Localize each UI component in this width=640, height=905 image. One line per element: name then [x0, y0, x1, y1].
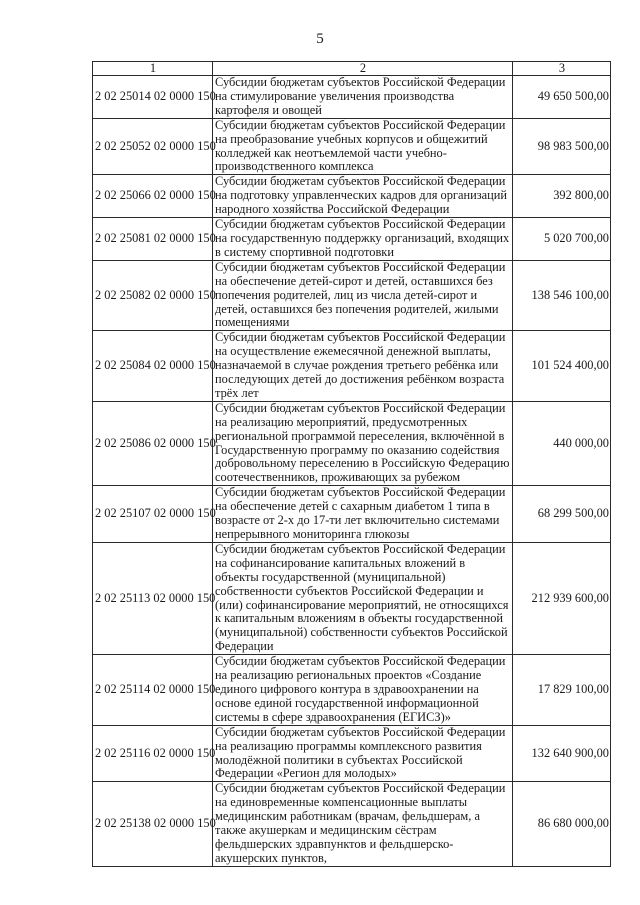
- budget-code-cell: 2 02 25052 02 0000 150: [93, 118, 213, 175]
- amount-cell: 68 299 500,00: [513, 486, 611, 543]
- table-row: [93, 401, 611, 485]
- table-row: [93, 542, 611, 654]
- description-cell: Субсидии бюджетам субъектов Российской Федерации на обеспечение детей-сирот и детей, оставшихся без попечения родителей, лиц из числа детей-сирот и детей, оставшихся без попечения родителей, жилыми помещениями: [213, 260, 513, 331]
- table-row: [93, 655, 611, 726]
- description-cell: Субсидии бюджетам субъектов Российской Федерации на реализацию программы комплексного развития молодёжной политики в субъектах Российской Федерации «Регион для молодых»: [213, 725, 513, 782]
- amount-cell: 392 800,00: [513, 175, 611, 218]
- amount-cell: 98 983 500,00: [513, 118, 611, 175]
- budget-code-cell: 2 02 25138 02 0000 150: [93, 782, 213, 866]
- amount-cell: 17 829 100,00: [513, 655, 611, 726]
- table-row: [93, 486, 611, 543]
- budget-code-cell: 2 02 25014 02 0000 150: [93, 76, 213, 119]
- table-header-row: [93, 62, 611, 76]
- budget-code-cell: 2 02 25107 02 0000 150: [93, 486, 213, 543]
- budget-code-cell: 2 02 25084 02 0000 150: [93, 331, 213, 402]
- amount-cell: 440 000,00: [513, 401, 611, 485]
- description-cell: Субсидии бюджетам субъектов Российской Федерации на реализацию мероприятий, предусмотренных региональной программой переселения, включённой в Государственную программу по оказанию содействия добровольному переселению в Российскую Федерацию соотечественников, проживающих за рубежом: [213, 401, 513, 485]
- description-cell: Субсидии бюджетам субъектов Российской Федерации на единовременные компенсационные выплаты медицинским работникам (врачам, фельдшерам, а также акушеркам и медицинским сёстрам фельдшерских здравпунктов и фельдшерско-акушерских пунктов,: [213, 782, 513, 866]
- table-row: [93, 76, 611, 119]
- amount-cell: 132 640 900,00: [513, 725, 611, 782]
- budget-code-cell: 2 02 25081 02 0000 150: [93, 218, 213, 261]
- table-row: [93, 331, 611, 402]
- amount-cell: 138 546 100,00: [513, 260, 611, 331]
- amount-cell: 49 650 500,00: [513, 76, 611, 119]
- page-number: 5: [316, 31, 324, 47]
- table-row: [93, 118, 611, 175]
- description-cell: Субсидии бюджетам субъектов Российской Федерации на государственную поддержку организаций, входящих в систему спортивной подготовки: [213, 218, 513, 261]
- description-cell: Субсидии бюджетам субъектов Российской Федерации на реализацию региональных проектов «Создание единого цифрового контура в здравоохранении на основе единой государственной информационной системы в сфере здравоохранения (ЕГИСЗ)»: [213, 655, 513, 726]
- budget-code-cell: 2 02 25082 02 0000 150: [93, 260, 213, 331]
- amount-cell: 101 524 400,00: [513, 331, 611, 402]
- amount-cell: 212 939 600,00: [513, 542, 611, 654]
- description-cell: Субсидии бюджетам субъектов Российской Федерации на стимулирование увеличения производства картофеля и овощей: [213, 76, 513, 119]
- budget-code-cell: 2 02 25113 02 0000 150: [93, 542, 213, 654]
- budget-revenue-table: [92, 61, 611, 867]
- budget-code-cell: 2 02 25086 02 0000 150: [93, 401, 213, 485]
- table-row: [93, 175, 611, 218]
- description-cell: Субсидии бюджетам субъектов Российской Федерации на осуществление ежемесячной денежной выплаты, назначаемой в случае рождения третьего ребёнка или последующих детей до достижения ребёнком возраста трёх лет: [213, 331, 513, 402]
- column-header-code: 1: [93, 62, 213, 76]
- description-cell: Субсидии бюджетам субъектов Российской Федерации на подготовку управленческих кадров для организаций народного хозяйства Российской Федерации: [213, 175, 513, 218]
- amount-cell: 5 020 700,00: [513, 218, 611, 261]
- table-row: [93, 782, 611, 866]
- table-row: [93, 725, 611, 782]
- table-row: [93, 260, 611, 331]
- description-cell: Субсидии бюджетам субъектов Российской Федерации на софинансирование капитальных вложений в объекты государственной (муниципальной) собственности субъектов Российской Федерации и (или) софинансирование мероприятий, не относящихся к капитальным вложениям в объекты государственной (муниципальной) собственности субъектов Российской Федерации: [213, 542, 513, 654]
- budget-code-cell: 2 02 25114 02 0000 150: [93, 655, 213, 726]
- budget-code-cell: 2 02 25066 02 0000 150: [93, 175, 213, 218]
- budget-code-cell: 2 02 25116 02 0000 150: [93, 725, 213, 782]
- amount-cell: 86 680 000,00: [513, 782, 611, 866]
- column-header-description: 2: [213, 62, 513, 76]
- description-cell: Субсидии бюджетам субъектов Российской Федерации на обеспечение детей с сахарным диабетом 1 типа в возрасте от 2-х до 17-ти лет включительно системами непрерывного мониторинга глюкозы: [213, 486, 513, 543]
- description-cell: Субсидии бюджетам субъектов Российской Федерации на преобразование учебных корпусов и общежитий колледжей как неотъемлемой части учебно-производственного комплекса: [213, 118, 513, 175]
- column-header-amount: 3: [513, 62, 611, 76]
- table-row: [93, 218, 611, 261]
